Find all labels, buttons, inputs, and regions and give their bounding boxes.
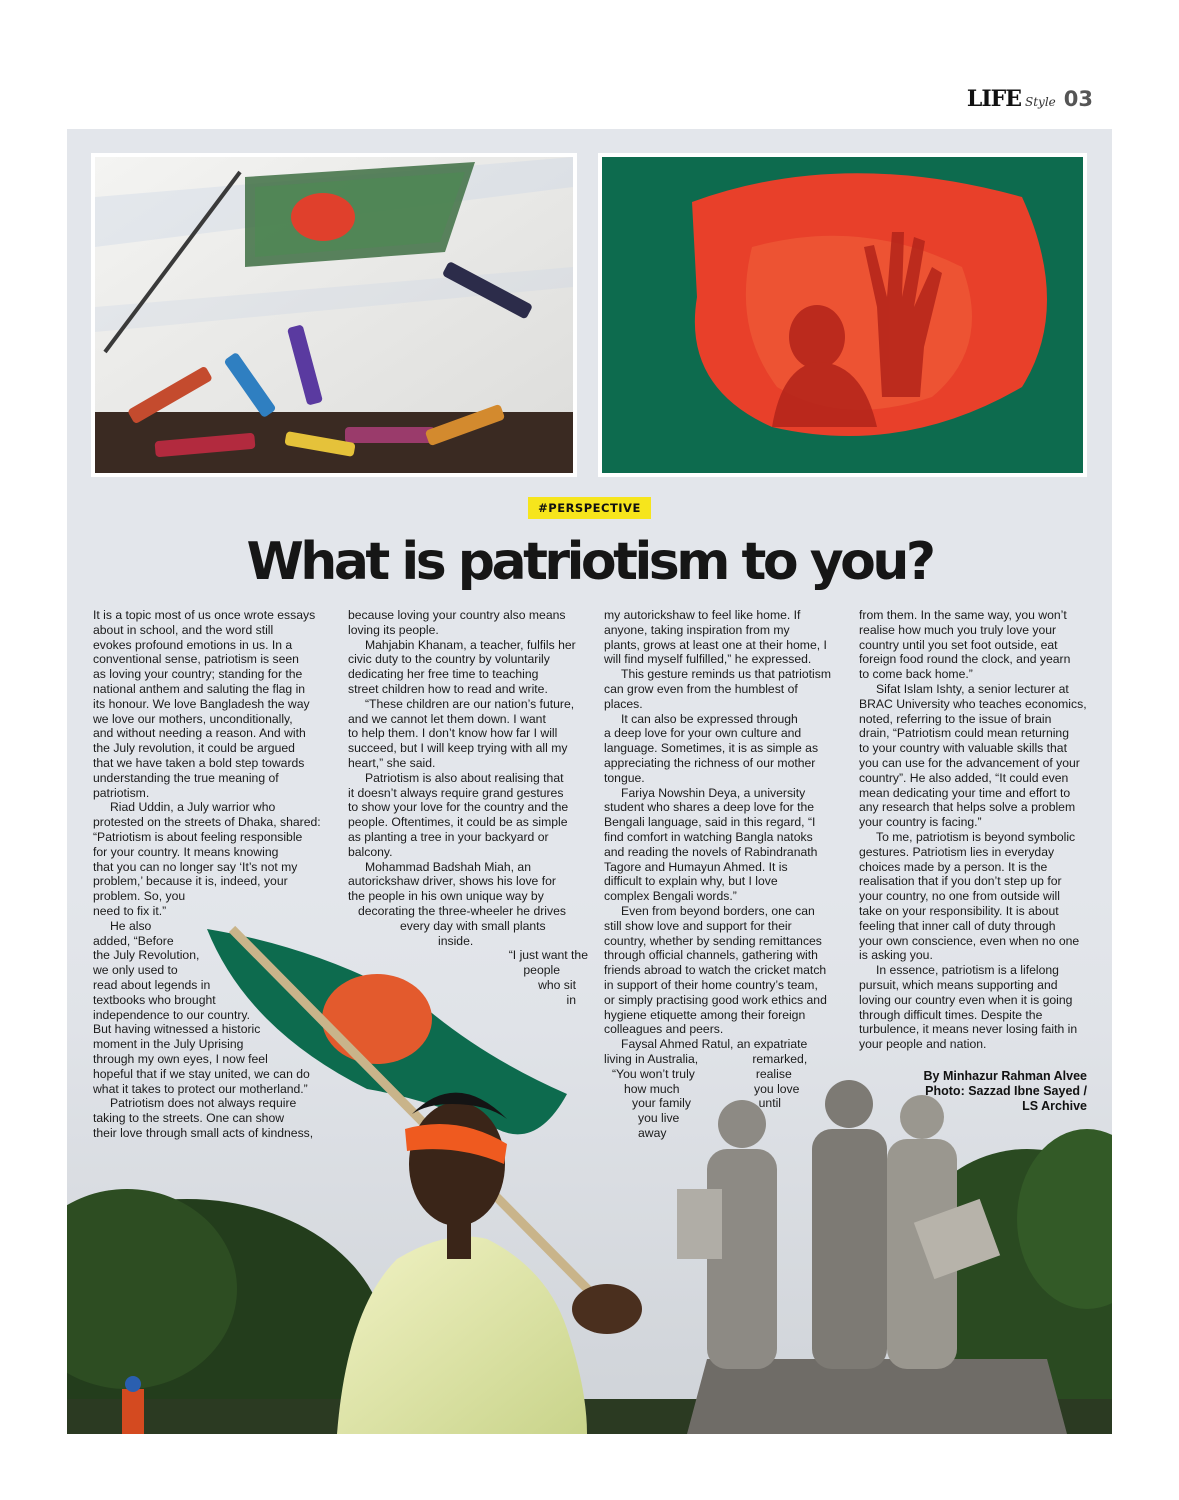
text-line: “Patriotism is about feeling responsible (93, 829, 303, 844)
text-line: In essence, patriotism is a lifelong (876, 963, 1059, 978)
text-line: that you can no longer say ‘It’s not my (93, 859, 298, 874)
masthead (967, 86, 1093, 112)
text-line: turbulence, it means never losing faith in (859, 1022, 1078, 1037)
text-line: “These children are our nation’s future, (365, 696, 575, 711)
text-line: Patriotism is also about realising that (365, 770, 564, 785)
text-line: “I just want the (508, 948, 588, 963)
text-line: Fariya Nowshin Deya, a university (621, 785, 806, 800)
page-number: 03 (1063, 87, 1093, 111)
text-line: loving its people. (348, 622, 439, 637)
article-column-3 (604, 608, 844, 1141)
article-column-2 (348, 608, 588, 1008)
text-line: through difficult times. Despite the (859, 1007, 1043, 1022)
text-line: country”. He also added, “It could even (859, 770, 1069, 785)
text-line: through official channels, gathering with (604, 948, 818, 963)
text-line: loving our country even when it is going (859, 992, 1073, 1007)
text-line: about in school, and the word still (93, 622, 274, 637)
text-line: Mohammad Badshah Miah, an (365, 859, 531, 874)
text-line: country until you set foot outside, eat (859, 637, 1058, 652)
text-line: in support of their home country’s team, (604, 977, 818, 992)
text-line: He also (110, 918, 152, 933)
text-line: hygiene etiquette among their foreign (604, 1007, 806, 1022)
text-line: Even from beyond borders, one can (621, 903, 815, 918)
text-line: every day with small plants (400, 918, 546, 933)
text-line: difficult to explain why, but I love (604, 874, 778, 889)
text-line: Bengali language, said in this regard, “I (604, 815, 816, 830)
text-line: from them. In the same way, you won’t (859, 608, 1067, 622)
text-line: drain, “Patriotism could mean returning (859, 726, 1069, 741)
text-line: tongue. (604, 770, 645, 785)
text-line: as planting a tree in your backyard or (348, 829, 549, 844)
text-line: succeed, but I will keep trying with all my (348, 741, 568, 756)
text-line: Sifat Islam Ishty, a senior lecturer at (876, 681, 1069, 696)
brand-logo: LIFE (966, 86, 1021, 112)
text-line: hopeful that if we stay united, we can do (93, 1066, 310, 1081)
text-line: still show love and support for their (604, 918, 792, 933)
text-line: living in Australia, remarked, (604, 1051, 808, 1066)
text-line: the July revolution, it could be argued (93, 741, 295, 756)
text-line: appreciating the richness of our mother (604, 755, 816, 770)
text-line: plants, grows at least one at their home, I (604, 637, 827, 652)
text-line: inside. (438, 933, 474, 948)
article-column-4 (859, 608, 1099, 1052)
text-line: or simply practising good work ethics and (604, 992, 827, 1007)
text-line: realise how much you truly love your (859, 622, 1057, 637)
text-line: and we cannot let them down. I want (348, 711, 546, 726)
text-line: Tagore and Humayun Ahmed. It is (604, 859, 788, 874)
text-line: because loving your country also means (348, 608, 566, 622)
text-line: for your country. It means knowing (93, 844, 279, 859)
text-line: need to fix it.” (93, 903, 167, 918)
text-line: read about legends in (93, 977, 211, 992)
text-line: their love through small acts of kindness, (93, 1125, 314, 1140)
text-line: “You won’t truly realise (612, 1066, 792, 1081)
text-line: mean dedicating your time and effort to (859, 785, 1071, 800)
text-line: feeling that inner call of duty through (859, 918, 1056, 933)
text-line: evokes profound emotions in us. In a (93, 637, 293, 652)
text-line: gestures. Patriotism lies in everyday (859, 844, 1055, 859)
text-line: can grow even from the humblest of (604, 681, 798, 696)
text-line: to come back home.” (859, 667, 973, 682)
text-line: BRAC University who teaches economics, (859, 696, 1087, 711)
brand-suffix: Style (1025, 95, 1056, 109)
text-line: To me, patriotism is beyond symbolic (876, 829, 1076, 844)
text-line: that we have taken a bold step towards (93, 755, 305, 770)
text-line: problem. So, you (93, 889, 186, 904)
text-line: It is a topic most of us once wrote essays (93, 608, 316, 622)
text-line: how much you love (624, 1081, 800, 1096)
text-line: to your country with valuable skills that (859, 741, 1067, 756)
text-line: we only used to (93, 963, 178, 978)
text-line: street children how to read and write. (348, 681, 548, 696)
text-line: it doesn’t always require grand gestures (348, 785, 564, 800)
text-line: problem,’ because it is, indeed, your (93, 874, 288, 889)
text-line: pursuit, which means supporting and (859, 977, 1058, 992)
text-line: moment in the July Uprising (93, 1037, 244, 1052)
text-line: country, whether by sending remittances (604, 933, 822, 948)
photo-credit-source: LS Archive (1022, 1099, 1087, 1113)
text-line: your family until (632, 1096, 781, 1111)
text-line: national anthem and saluting the flag in (93, 681, 306, 696)
text-line: its honour. We love Bangladesh the way (93, 696, 310, 711)
text-line: a deep love for your own culture and (604, 726, 802, 741)
text-line: Mahjabin Khanam, a teacher, fulfils her (365, 637, 576, 652)
text-line: your country is facing.” (859, 815, 982, 830)
text-line: student who shares a deep love for the (604, 800, 815, 815)
article-column-1 (93, 608, 333, 1141)
text-line: through my own eyes, I now feel (93, 1051, 268, 1066)
photo-credit: Photo: Sazzad Ibne Sayed / (925, 1084, 1087, 1098)
text-line: It can also be expressed through (621, 711, 798, 726)
text-line: who sit (538, 977, 576, 992)
text-line: your people and nation. (859, 1037, 987, 1052)
text-line: Riad Uddin, a July warrior who (110, 800, 276, 815)
text-line: in (566, 992, 576, 1007)
text-line: as loving your country; standing for the (93, 667, 303, 682)
text-line: anyone, taking inspiration from my (604, 622, 790, 637)
text-line: to show your love for the country and the (348, 800, 569, 815)
text-line: protested on the streets of Dhaka, shared: (93, 815, 321, 830)
text-line: places. (604, 696, 643, 711)
text-line: the July Revolution, (93, 948, 200, 963)
text-line: will find myself fulfilled,” he expressed. (604, 652, 812, 667)
text-line: you live (638, 1111, 680, 1126)
text-line: the people in his own unique way by (348, 889, 544, 904)
text-line: Patriotism does not always require (110, 1096, 297, 1111)
text-line: your country, no one from outside will (859, 889, 1060, 904)
byline (887, 1069, 1087, 1114)
text-line: taking to the streets. One can show (93, 1111, 285, 1126)
text-line: foreign food round the clock, and yearn (859, 652, 1071, 667)
text-line: This gesture reminds us that patriotism (621, 667, 831, 682)
text-line: and without needing a reason. And with (93, 726, 306, 741)
text-line: independence to our country. (93, 1007, 250, 1022)
text-line: civic duty to the country by voluntarily (348, 652, 550, 667)
text-line: take on your responsibility. It is about (859, 903, 1059, 918)
text-line: my autorickshaw to feel like home. If (604, 608, 801, 622)
text-line: But having witnessed a historic (93, 1022, 261, 1037)
text-line: added, “Before (93, 933, 174, 948)
text-line: is asking you. (859, 948, 933, 963)
text-line: Faysal Ahmed Ratul, an expatriate (621, 1037, 808, 1052)
text-line: complex Bengali words.” (604, 889, 737, 904)
text-line: find comfort in watching Bangla natoks (604, 829, 813, 844)
text-line: away (638, 1125, 667, 1140)
text-line: patriotism. (93, 785, 150, 800)
text-line: friends abroad to watch the cricket match (604, 963, 827, 978)
text-line: any research that helps solve a problem (859, 800, 1076, 815)
flag-silhouette-photo (598, 153, 1087, 477)
text-line: heart,” she said. (348, 755, 436, 770)
crayon-flag-photo (91, 153, 577, 477)
text-line: understanding the true meaning of (93, 770, 279, 785)
text-line: balcony. (348, 844, 393, 859)
text-line: autorickshaw driver, shows his love for (348, 874, 556, 889)
text-line: textbooks who brought (93, 992, 216, 1007)
article-panel (67, 129, 1112, 1434)
text-line: dedicating her free time to teaching (348, 667, 539, 682)
text-line: people (523, 963, 560, 978)
text-line: colleagues and peers. (604, 1022, 724, 1037)
text-line: realisation that if you don’t step up for (859, 874, 1062, 889)
text-line: language. Sometimes, it is as simple as (604, 741, 819, 756)
text-line: conventional sense, patriotism is seen (93, 652, 299, 667)
text-line: noted, referring to the issue of brain (859, 711, 1052, 726)
text-line: people. Oftentimes, it could be as simple (348, 815, 568, 830)
section-tag: #PERSPECTIVE (528, 497, 651, 519)
text-line: your own conscience, even when no one (859, 933, 1080, 948)
text-line: what it takes to protect our motherland.” (93, 1081, 308, 1096)
author-credit: By Minhazur Rahman Alvee (923, 1069, 1087, 1083)
text-line: choices made by a person. It is the (859, 859, 1048, 874)
text-line: you can use for the advancement of your (859, 755, 1080, 770)
text-line: decorating the three-wheeler he drives (358, 903, 566, 918)
text-line: we love our mothers, unconditionally, (93, 711, 293, 726)
text-line: to help them. I don’t know how far I will (348, 726, 558, 741)
headline: What is patriotism to you? (246, 532, 933, 592)
text-line: and reading the novels of Rabindranath (604, 844, 818, 859)
